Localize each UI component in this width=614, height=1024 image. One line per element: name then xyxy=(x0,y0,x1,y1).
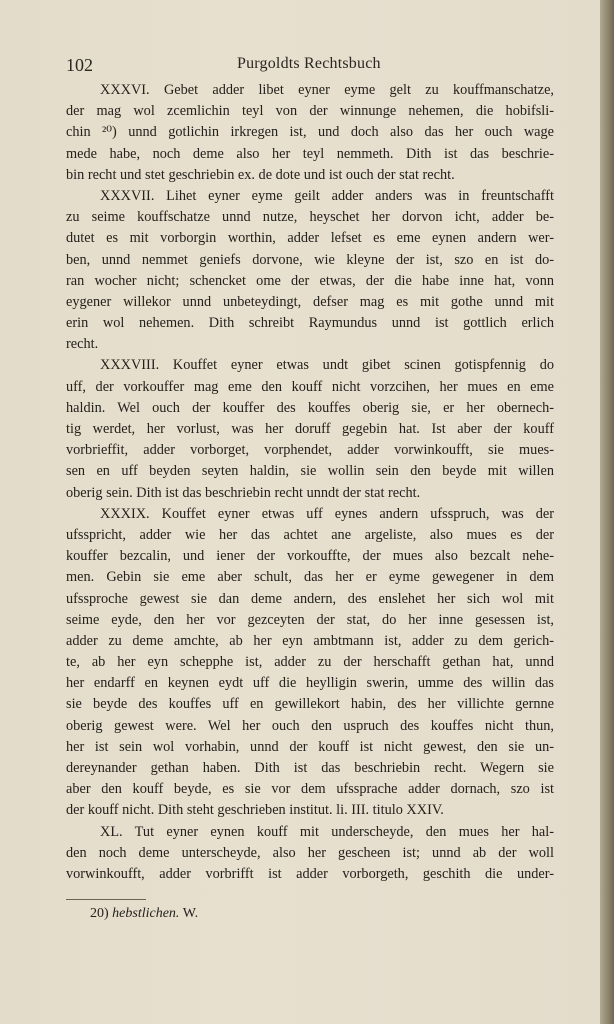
text-line: oberig gewest were. Wel her ouch den uspruch des kouffes nicht thun, xyxy=(66,717,554,734)
text-line: haldin. Wel ouch der kouffer des kouffes oberig sie, er her obernech- xyxy=(66,399,554,416)
text-line: mede habe, noch deme also her teyl nemmeth. Dith ist das beschrie- xyxy=(66,145,554,162)
text-line: zu seime kouffschatze unnd nutze, heyschet her dorvon icht, adder be- xyxy=(66,209,554,226)
footnote-divider xyxy=(66,899,146,900)
text-line: bin recht und stet geschriebin ex. de dote und ist ouch der stat recht. xyxy=(66,166,455,183)
text-line: chin ²⁰) unnd gotlichin irkregen ist, und doch also das her ouch wage xyxy=(66,124,554,141)
footnote xyxy=(90,906,198,922)
text-line: oberig sein. Dith ist das beschriebin recht unndt der stat recht. xyxy=(66,484,421,501)
footnote-number: 20) xyxy=(90,906,109,921)
text-line: ufsspricht, adder wie her das achtet ane argeliste, also mues es der xyxy=(66,526,554,543)
text-line: tig werdet, her vorlust, was her doruff gegebin hat. Ist aber der kouff xyxy=(66,421,554,437)
text-line: her ist sein wol vorhabin, unnd der kouff ist nicht gewest, den sie un- xyxy=(66,738,554,755)
page-header xyxy=(66,55,554,77)
text-line: aber den kouff beyde, es sie vor dem ufssprache adder dornach, szo ist xyxy=(66,781,554,798)
text-line: ufssproche gewest sie dan deme andern, des enslehet her sich wol mit xyxy=(66,590,554,607)
text-line: adder zu deme amchte, ab her eyn ambtmann ist, adder zu dem gerich- xyxy=(66,632,554,649)
page-number: 102 xyxy=(66,55,93,75)
text-line: kouffer bezcalin, und iener der vorkouffte, der mues also bezcalt nehe- xyxy=(66,548,554,565)
text-line: XXXVI. Gebet adder libet eyner eyme gelt zu kouffmanschatze, xyxy=(100,82,554,98)
text-line: sen en uff beyden seyten haldin, sie wollin sein den beyde mit willen xyxy=(66,463,554,480)
body-text xyxy=(66,80,554,885)
text-line: vorbrieffit, adder vorborget, vorphendet, adder vorwinkoufft, sie mues- xyxy=(66,442,554,459)
text-line: te, ab her eyn schepphe ist, adder zu der herschafft gethan hat, unnd xyxy=(66,654,554,671)
text-line: der mag wol zcemlichin teyl von der winnunge nehemen, die hobifsli- xyxy=(66,103,554,120)
text-line: men. Gebin sie eme aber schult, das her er eyme gewegener in dem xyxy=(66,569,554,586)
text-line: dereynander gethan haben. Dith ist das beschriebin recht. Wegern sie xyxy=(66,760,554,776)
text-line: XXXVIII. Kouffet eyner etwas undt gibet scinen gotispfennig do xyxy=(100,357,554,374)
text-line: seime eyde, den her vor gezceyten der stat, do her inne gesessen ist, xyxy=(66,611,554,628)
text-line: ben, unnd nemmet geniefs dorvone, wie kleyne der ist, szo en ist do- xyxy=(66,251,554,268)
footnote-suffix: W. xyxy=(182,906,199,921)
text-line: XXXVII. Lihet eyner eyme geilt adder anders was in freuntschafft xyxy=(100,187,554,204)
text-line: recht. xyxy=(66,336,99,353)
page-edge-shadow xyxy=(600,0,614,1024)
text-line: der kouff nicht. Dith steht geschrieben institut. li. III. titulo XXIV. xyxy=(66,802,444,819)
text-line: her endarff en keynen eydt uff die heylligin swerin, umme des willin das xyxy=(66,675,554,692)
text-line: dutet es mit vorborgin worthin, adder lefset es eme eynen andern wer- xyxy=(66,230,554,247)
running-title: Purgoldts Rechtsbuch xyxy=(237,55,381,72)
text-line: sie beyde des kouffes uff en gewillekort habin, des her villichte gernne xyxy=(66,696,554,713)
text-line: vorwinkoufft, adder vorbrifft ist adder vorborgeth, geschith die under- xyxy=(66,865,554,882)
footnote-text: hebstlichen. xyxy=(112,906,180,921)
text-line: erin wol nehemen. Dith schreibt Raymundus unnd ist gottlich erlich xyxy=(66,315,554,332)
text-line: ran wocher nicht; schencket ome der etwas, der die habe inne hat, vonn xyxy=(66,272,554,289)
text-line: XXXIX. Kouffet eyner etwas uff eynes andern ufsspruch, was der xyxy=(100,505,554,522)
text-line: XL. Tut eyner eynen kouff mit underscheyde, den mues her hal- xyxy=(100,823,554,840)
text-line: den noch deme unterscheyde, also her gescheen ist; unnd ab der woll xyxy=(66,844,554,861)
text-line: eygener willekor unnd unbeteydingt, defser mag es mit gothe unnd mit xyxy=(66,293,554,310)
text-line: uff, der vorkouffer mag eme den kouff nicht vorzcihen, her mues en eme xyxy=(66,378,554,395)
